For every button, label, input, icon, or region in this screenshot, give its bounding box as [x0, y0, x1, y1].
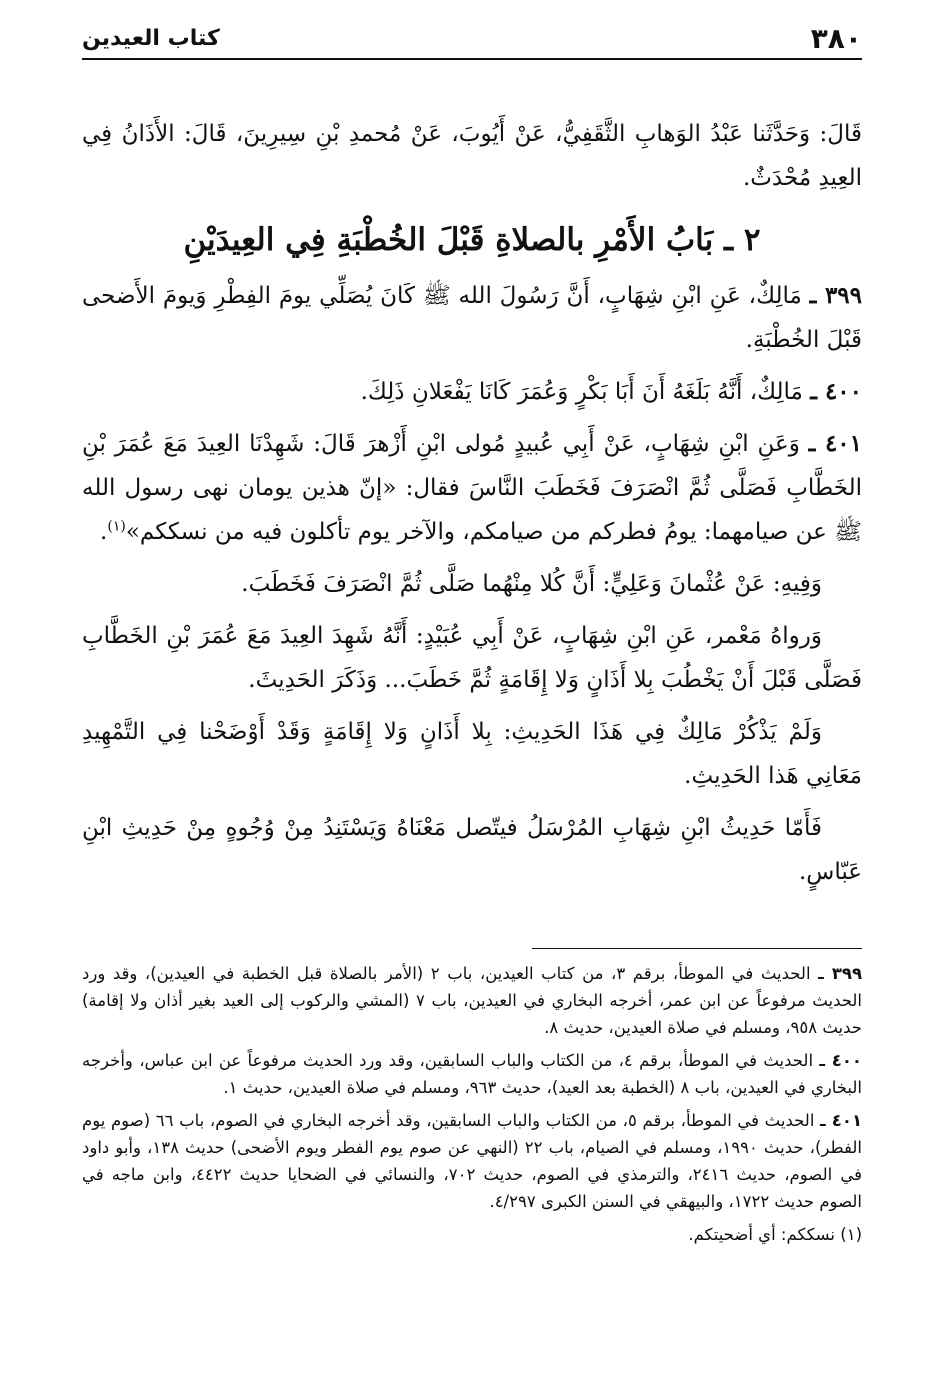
hadith-end: . — [100, 519, 108, 545]
footnote-number: ٤٠٠ ـ — [819, 1051, 862, 1070]
hadith-number: ٤٠٠ ـ — [810, 378, 862, 405]
hadith-text: وَعَنِ ابْنِ شِهَابٍ، عَنْ أَبِي عُبيدٍ مُولى ابْنِ أَزْهرَ قَالَ: شَهِدْنَا العِيدَ مَعَ عُمَرَ بْنِ الخَطَّابِ فَصَلَّى ثُمَّ انْصَرَفَ فَخَطَبَ النَّاسَ فقال: «إنّ هذين يومان نهى رسول الله ﷺ عن صيامهما: يومُ فطركم من صيامكم، والآخر يوم تأكلون فيه من نسككم» — [82, 431, 862, 545]
hadith-number: ٣٩٩ ـ — [809, 282, 862, 309]
footnote-number: (١) — [840, 1225, 862, 1244]
footnote-399 — [82, 960, 862, 1041]
paragraph-malik: وَلَمْ يَذْكُرْ مَالِكٌ فِي هَذَا الحَدِيثِ: بِلا أَذَانٍ وَلا إِقَامَةٍ وَقَدْ أَوْضَحْنا فِي التَّمْهِيدِ مَعَانِي هَذا الحَدِيثِ. — [82, 719, 862, 789]
hadith-text: مَالِكٌ، عَنِ ابْنِ شِهَابٍ، أَنَّ رَسُولَ الله ﷺ كَانَ يُصَلِّي يومَ الفِطْرِ وَيومَ الأَضحى قَبْلَ الخُطْبَةِ. — [82, 283, 862, 353]
footnote-text: نسككم: أي أضحيتكم. — [688, 1225, 835, 1244]
footnote-400 — [82, 1047, 862, 1101]
paragraph-uthman-ali: وَفِيهِ: عَنْ عُثْمانَ وَعَلِيٍّ: أَنَّ كُلا مِنْهُما صَلَّى ثُمَّ انْصَرَفَ فَخَطَبَ. — [241, 571, 822, 597]
page-number: ٣٨٠ — [810, 22, 862, 55]
paragraph-mamar: وَرواهُ مَعْمر، عَنِ ابْنِ شِهَابٍ، عَنْ أَبِي عُبَيْدٍ: أَنَّهُ شَهِدَ العِيدَ مَعَ عُمَرَ بْنِ الخَطَّابِ فَصَلَّى قَبْلَ أَنْ يَخْطُبَ بِلا أَذَانٍ وَلا إِقَامَةٍ ثُمَّ خَطَبَ... وَذَكَرَ الحَدِيثَ. — [82, 623, 862, 693]
footnote-separator — [532, 948, 862, 949]
footnotes — [82, 960, 862, 1254]
footnote-marker: (١) — [107, 518, 126, 535]
hadith-number: ٤٠١ ـ — [808, 430, 863, 457]
footnote-401 — [82, 1107, 862, 1215]
footnote-text: الحديث في الموطأ، برقم ٣، من كتاب العيدين، باب ٢ (الأمر بالصلاة قبل الخطبة في العيدين)، وقد ورد الحديث مرفوعاً عن ابن عمر، أخرجه البخاري في العيدين، باب ٧ (المشي والركوب إلى العيد بغير أذان ولا إقامة) حديث ٩٥٨، ومسلم في صلاة العيدين، حديث ٨. — [82, 964, 862, 1037]
intro-paragraph: قَالَ: وَحَدَّثَنا عَبْدُ الوَهابِ الثَّقَفِيُّ، عَنْ أَيُوبَ، عَنْ مُحمدِ بْنِ سِيرِينَ، قَالَ: الأَذَانُ فِي العِيدِ مُحْدَثٌ. — [82, 121, 862, 191]
paragraph-mursal: فَأَمّا حَدِيثُ ابْنِ شِهَابِ المُرْسَلُ فيتّصل مَعْنَاهُ وَيَسْتَنِدُ مِنْ وُجُوهٍ مِنْ حَدِيثِ ابْنِ عَبّاسٍ. — [82, 815, 862, 885]
main-text — [82, 112, 862, 894]
running-title: كتاب العيدين — [82, 26, 220, 51]
footnote-text: الحديث في الموطأ، برقم ٤، من الكتاب والباب السابقين، وقد ورد الحديث مرفوعاً عن ابن عباس، وأخرجه البخاري في العيدين، باب ٨ (الخطبة بعد العيد)، حديث ٩٦٣، ومسلم في صلاة العيدين، حديث ١. — [82, 1051, 862, 1097]
book-page — [82, 18, 862, 1368]
chapter-title: ٢ ـ بَابُ الأَمْرِ بالصلاةِ قَبْلَ الخُطْبَةِ فِي العِيدَيْنِ — [183, 222, 761, 258]
footnote-number: ٤٠١ ـ — [820, 1111, 863, 1130]
footnote-number: ٣٩٩ ـ — [818, 964, 863, 983]
hadith-401 — [82, 422, 862, 554]
footnote-1 — [82, 1221, 862, 1248]
hadith-399 — [82, 274, 862, 362]
hadith-400 — [82, 370, 862, 414]
hadith-text: مَالِكٌ، أَنَّهُ بَلَغَهُ أَنَ أَبَا بَكْرٍ وَعُمَرَ كَانَا يَفْعَلانِ ذَلِكَ. — [360, 379, 803, 405]
footnote-text: الحديث في الموطأ، برقم ٥، من الكتاب والباب السابقين، وقد أخرجه البخاري في الصوم، باب ٦٦ (صوم يوم الفطر)، حديث ١٩٩٠، ومسلم في الصيام، باب ٢٢ (النهي عن صوم يوم الفطر ويوم الأضحى) حديث ١٣٨، وأبو داود في الصوم، حديث ٢٤١٦، والترمذي في الصوم، حديث ٧٠٢، والنسائي في الضحايا حديث ٤٤٢٢، وابن ماجه في الصوم حديث ١٧٢٢، والبيهقي في السنن الكبرى ٤/٢٩٧. — [82, 1111, 862, 1211]
page-header — [82, 18, 862, 60]
